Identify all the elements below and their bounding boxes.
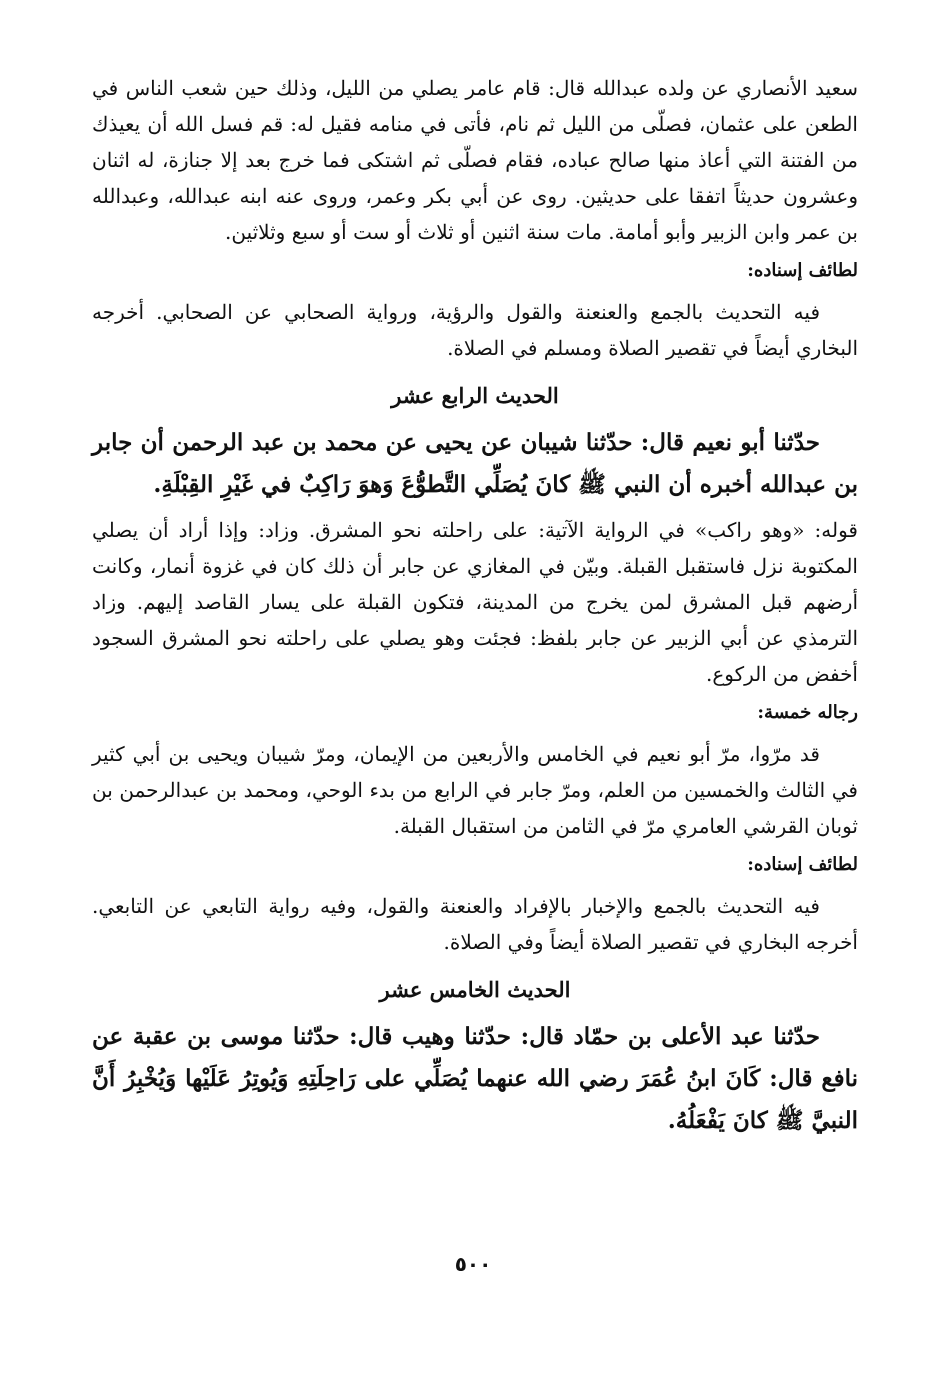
section-label-isnad-2: لطائف إسناده: (747, 854, 858, 875)
hadith-text-15: حدّثنا عبد الأعلى بن حمّاد قال: حدّثنا وهيب قال: حدّثنا موسى بن عقبة عن نافع قال: كَانَ ابنُ عُمَرَ رضي الله عنهما يُصَلِّي على رَاحِلَتِهِ وَيُوتِرُ عَلَيْها وَيُخْبِرُ أَنَّ النبيَّ ﷺ كانَ يَفْعَلُهُ. (92, 1023, 858, 1134)
paragraph-isnad-notes-2: فيه التحديث بالجمع والإخبار بالإفراد والعنعنة والقول، وفيه رواية التابعي عن التابعي. أخرجه البخاري في تقصير الصلاة أيضاً وفي الصلاة. (92, 894, 858, 954)
section-label-narrators: رجاله خمسة: (757, 702, 858, 723)
page-body (92, 70, 858, 1148)
hadith-heading-14: الحديث الرابع عشر (391, 383, 559, 408)
section-label-isnad: لطائف إسناده: (747, 260, 858, 281)
page-number: ٥٠٠ (454, 1252, 492, 1276)
hadith-heading-15: الحديث الخامس عشر (379, 977, 571, 1002)
hadith-text-14: حدّثنا أبو نعيم قال: حدّثنا شيبان عن يحيى عن محمد بن عبد الرحمن أن جابر بن عبدالله أخبره أن النبي ﷺ كانَ يُصَلِّي التَّطوُّعَ وَهوَ رَاكِبٌ في غَيْرِ القِبْلَةِ. (92, 429, 858, 498)
paragraph-narrator-bio: سعيد الأنصاري عن ولده عبدالله قال: قام عامر يصلي من الليل، وذلك حين شعب الناس في الطعن على عثمان، فصلّى من الليل ثم نام، فأتى في منامه فقيل له: قم فسل الله أن يعيذك من الفتنة التي أعاذ منها صالح عباده، فقام فصلّى ثم اشتكى فما خرج بعد إلا جنازة، له اثنان وعشرون حديثاً اتفقا على حديثين. روى عن أبي بكر وعمر، وروى عنه ابنه عبدالله، وعبدالله بن عمر وابن الزبير وأبو أمامة. مات سنة اثنين أو ثلاث أو ست أو سبع وثلاثين. (92, 76, 858, 244)
paragraph-isnad-notes: فيه التحديث بالجمع والعنعنة والقول والرؤية، ورواية الصحابي عن الصحابي. أخرجه البخاري أيضاً في تقصير الصلاة ومسلم في الصلاة. (92, 300, 858, 360)
paragraph-narrators: قد مرّوا، مرّ أبو نعيم في الخامس والأربعين من الإيمان، ومرّ شيبان ويحيى بن أبي كثير في الثالث والخمسين من العلم، ومرّ جابر في الرابع من بدء الوحي، ومحمد بن عبدالرحمن بن ثوبان القرشي العامري مرّ في الثامن من استقبال القبلة. (92, 742, 858, 838)
paragraph-commentary: قوله: «وهو راكب» في الرواية الآتية: على راحلته نحو المشرق. وزاد: وإذا أراد أن يصلي المكتوبة نزل فاستقبل القبلة. وبيّن في المغازي عن جابر أن ذلك كان في غزوة أنمار، وكانت أرضهم قبل المشرق لمن يخرج من المدينة، فتكون القبلة على يسار القاصد إليهم. وزاد الترمذي عن أبي الزبير عن جابر بلفظ: فجئت وهو يصلي على راحلته نحو المشرق السجود أخفض من الركوع. (92, 518, 858, 686)
